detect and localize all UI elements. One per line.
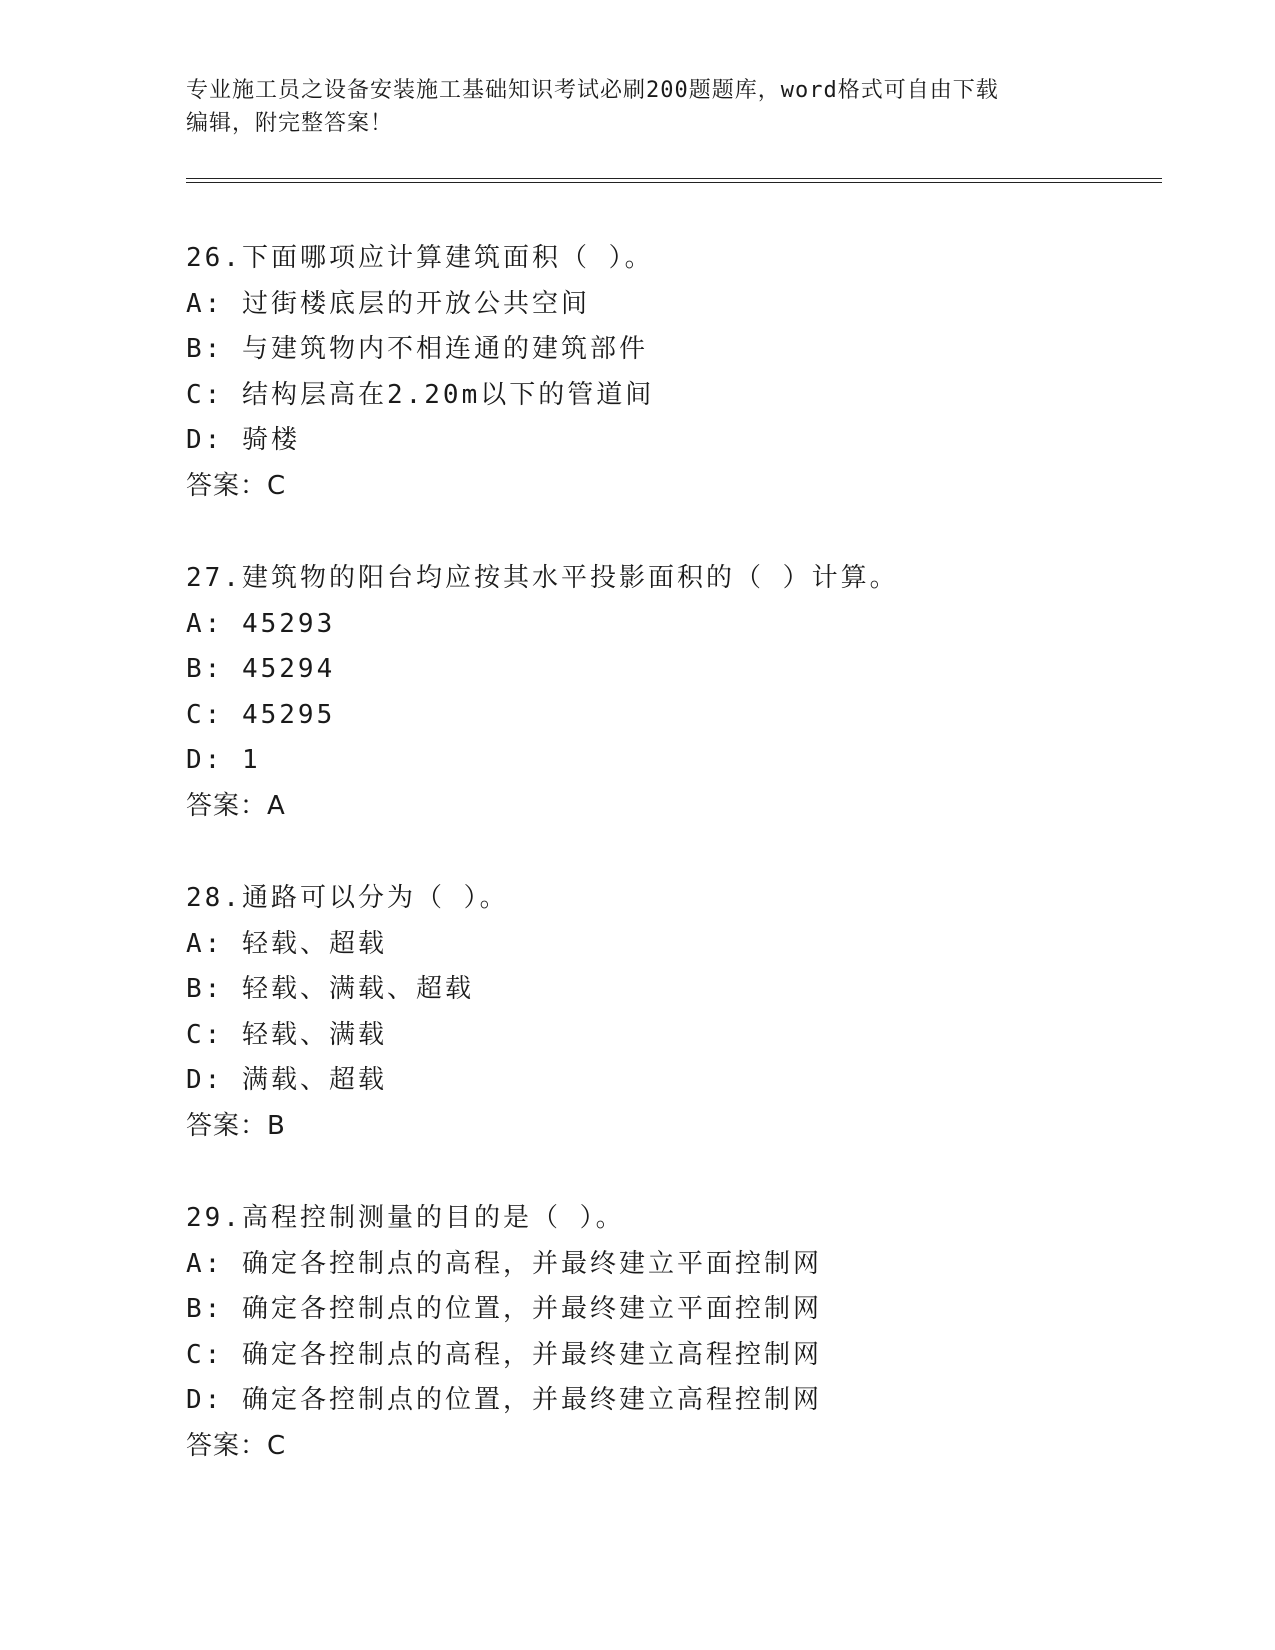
option-c: C: 轻载、满载 — [186, 1019, 387, 1050]
answer-line: 答案：C — [186, 1430, 287, 1461]
header-line-1: 专业施工员之设备安装施工基础知识考试必刷200题题库，word格式可自由下载 — [186, 78, 999, 103]
option-c: C: 45295 — [186, 699, 336, 730]
header-line-2: 编辑，附完整答案！ — [186, 111, 394, 136]
option-a: A: 轻载、超载 — [186, 928, 387, 959]
header-divider — [186, 178, 1162, 183]
option-b: B: 45294 — [186, 654, 336, 684]
question-27 — [186, 556, 1186, 829]
option-b: B: 轻载、满载、超载 — [186, 974, 474, 1004]
question-stem: 28.通路可以分为（ ）。 — [186, 883, 509, 913]
option-c: C: 结构层高在2.20m以下的管道间 — [186, 379, 655, 410]
option-a: A: 过街楼底层的开放公共空间 — [186, 288, 590, 319]
option-d: D: 满载、超载 — [186, 1065, 387, 1095]
option-b: B: 确定各控制点的位置，并最终建立平面控制网 — [186, 1294, 822, 1324]
question-stem: 27.建筑物的阳台均应按其水平投影面积的（ ）计算。 — [186, 563, 899, 593]
answer-line: 答案：B — [186, 1110, 286, 1141]
option-a: A: 确定各控制点的高程，并最终建立平面控制网 — [186, 1248, 822, 1279]
answer-line: 答案：A — [186, 790, 286, 821]
answer-line: 答案：C — [186, 470, 287, 501]
question-28 — [186, 876, 1186, 1149]
option-c: C: 确定各控制点的高程，并最终建立高程控制网 — [186, 1339, 822, 1370]
option-b: B: 与建筑物内不相连通的建筑部件 — [186, 334, 648, 364]
document-header — [186, 74, 1086, 140]
option-d: D: 1 — [186, 745, 261, 775]
question-26 — [186, 236, 1186, 509]
option-d: D: 骑楼 — [186, 425, 300, 455]
option-a: A: 45293 — [186, 608, 336, 639]
option-d: D: 确定各控制点的位置，并最终建立高程控制网 — [186, 1385, 822, 1415]
question-29 — [186, 1196, 1186, 1469]
question-stem: 26.下面哪项应计算建筑面积（ ）。 — [186, 243, 654, 273]
question-stem: 29.高程控制测量的目的是（ ）。 — [186, 1203, 625, 1233]
